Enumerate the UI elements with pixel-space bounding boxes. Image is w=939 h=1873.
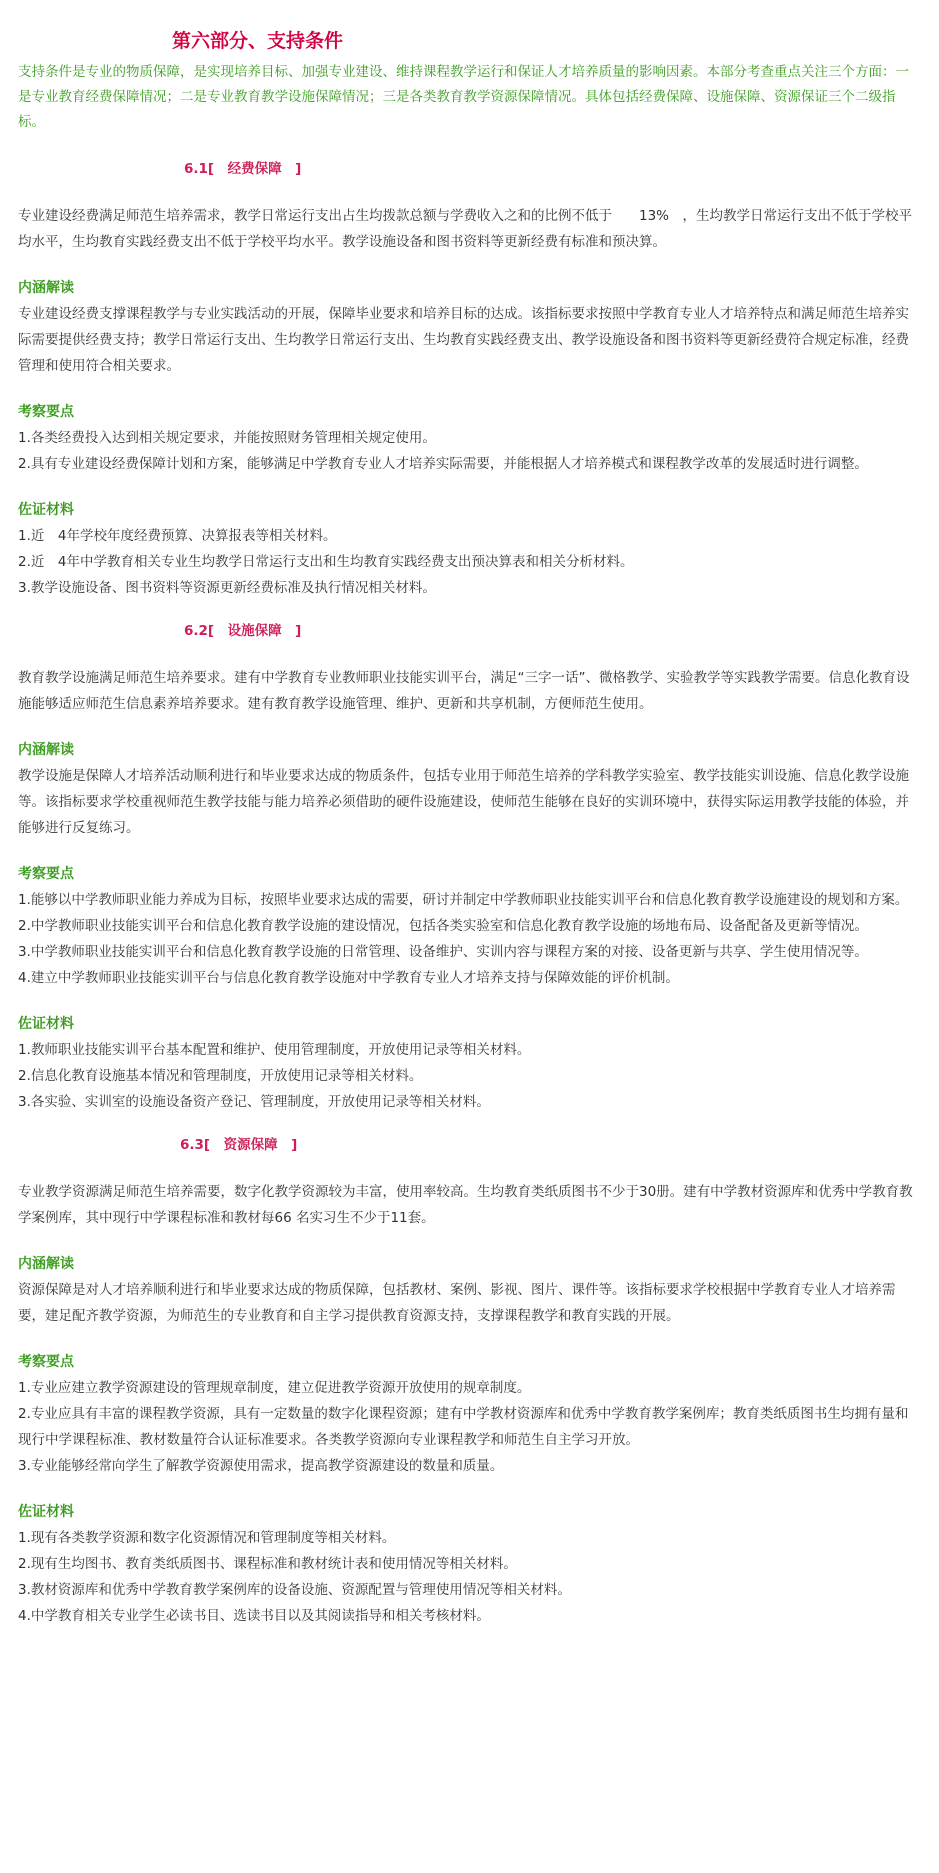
section-6-3	[18, 1133, 918, 1629]
list-item: 1.能够以中学教师职业能力养成为目标，按照毕业要求达成的需要，研讨并制定中学教师职业技能实训平台和信息化教育教学设施建设的规划和方案。	[18, 892, 909, 908]
list-item: 3.中学教师职业技能实训平台和信息化教育教学设施的日常管理、设备维护、实训内容与课程方案的对接、设备更新与共享、学生使用情况等。	[18, 944, 868, 960]
interp-text: 教学设施是保障人才培养活动顺利进行和毕业要求达成的物质条件，包括专业用于师范生培养的学科教学实验室、教学技能实训设施、信息化教学设施等。该指标要求学校重视师范生教学技能与能力培养必须借助的硬件设施建设，使师范生能够在良好的实训环境中，获得实际运用教学技能的体验，并能够进行反复练习。	[18, 768, 909, 836]
list-item: 2.近 4年中学教育相关专业生均教学日常运行支出和生均教育实践经费支出预决算表和相关分析材料。	[18, 554, 634, 570]
section-heading: 6.3[ 资源保障 ]	[180, 1137, 298, 1153]
list-item: 1.教师职业技能实训平台基本配置和维护、使用管理制度，开放使用记录等相关材料。	[18, 1042, 531, 1058]
list-item: 2.专业应具有丰富的课程教学资源，具有一定数量的数字化课程资源；建有中学教材资源库和优秀中学教育教学案例库；教育类纸质图书生均拥有量和现行中学课程标准、教材数量符合认证标准要求。各类教学资源向专业课程教学和师范生自主学习开放。	[18, 1406, 909, 1448]
list-item: 2.具有专业建设经费保障计划和方案，能够满足中学教育专业人才培养实际需要，并能根据人才培养模式和课程教学改革的发展适时进行调整。	[18, 456, 868, 472]
list-item: 4.中学教育相关专业学生必读书目、选读书目以及其阅读指导和相关考核材料。	[18, 1608, 490, 1624]
interp-text: 专业建设经费支撑课程教学与专业实践活动的开展，保障毕业要求和培养目标的达成。该指标要求按照中学教育专业人才培养特点和满足师范生培养实际需要提供经费支持；教学日常运行支出、生均教学日常运行支出、生均教育实践经费支出、教学设施设备和图书资料等更新经费符合规定标准，经费管理和使用符合相关要求。	[18, 306, 909, 374]
list-item: 3.教学设施设备、图书资料等资源更新经费标准及执行情况相关材料。	[18, 580, 436, 596]
list-item: 1.现有各类教学资源和数字化资源情况和管理制度等相关材料。	[18, 1530, 396, 1546]
evidence-heading: 佐证材料	[18, 502, 74, 518]
evidence-heading: 佐证材料	[18, 1504, 74, 1520]
section-6-2	[18, 619, 918, 1115]
page-title: 第六部分、支持条件	[172, 30, 344, 52]
list-item: 3.专业能够经常向学生了解教学资源使用需求，提高教学资源建设的数量和质量。	[18, 1458, 504, 1474]
interp-text: 资源保障是对人才培养顺利进行和毕业要求达成的物质保障，包括教材、案例、影视、图片、课件等。该指标要求学校根据中学教育专业人才培养需要，建足配齐教学资源，为师范生的专业教育和自主学习提供教育资源支持，支撑课程教学和教育实践的开展。	[18, 1282, 896, 1324]
list-item: 1.各类经费投入达到相关规定要求，并能按照财务管理相关规定使用。	[18, 430, 436, 446]
list-item: 2.中学教师职业技能实训平台和信息化教育教学设施的建设情况，包括各类实验室和信息化教育教学设施的场地布局、设备配备及更新等情况。	[18, 918, 868, 934]
section-heading: 6.2[ 设施保障 ]	[184, 623, 302, 639]
points-heading: 考察要点	[18, 1354, 74, 1370]
list-item: 1.专业应建立教学资源建设的管理规章制度，建立促进教学资源开放使用的规章制度。	[18, 1380, 531, 1396]
list-item: 2.现有生均图书、教育类纸质图书、课程标准和教材统计表和使用情况等相关材料。	[18, 1556, 517, 1572]
list-item: 4.建立中学教师职业技能实训平台与信息化教育教学设施对中学教育专业人才培养支持与保障效能的评价机制。	[18, 970, 679, 986]
points-heading: 考察要点	[18, 404, 74, 420]
evidence-heading: 佐证材料	[18, 1016, 74, 1032]
points-heading: 考察要点	[18, 866, 74, 882]
interp-heading: 内涵解读	[18, 742, 74, 758]
list-item: 3.各实验、实训室的设施设备资产登记、管理制度，开放使用记录等相关材料。	[18, 1094, 490, 1110]
section-standard: 教育教学设施满足师范生培养要求。建有中学教育专业教师职业技能实训平台，满足“三字一话”、微格教学、实验教学等实践教学需要。信息化教育设施能够适应师范生信息素养培养要求。建有教育教学设施管理、维护、更新和共享机制，方便师范生使用。	[18, 670, 910, 712]
intro-paragraph: 支持条件是专业的物质保障，是实现培养目标、加强专业建设、维持课程教学运行和保证人才培养质量的影响因素。本部分考查重点关注三个方面：一是专业教育经费保障情况；二是专业教育教学设施保障情况；三是各类教育教学资源保障情况。具体包括经费保障、设施保障、资源保证三个二级指标。	[18, 64, 909, 130]
list-item: 3.教材资源库和优秀中学教育教学案例库的设备设施、资源配置与管理使用情况等相关材料。	[18, 1582, 571, 1598]
interp-heading: 内涵解读	[18, 280, 74, 296]
list-item: 2.信息化教育设施基本情况和管理制度，开放使用记录等相关材料。	[18, 1068, 423, 1084]
interp-heading: 内涵解读	[18, 1256, 74, 1272]
document-page	[18, 28, 918, 1629]
list-item: 1.近 4年学校年度经费预算、决算报表等相关材料。	[18, 528, 337, 544]
section-heading: 6.1[ 经费保障 ]	[184, 161, 302, 177]
section-standard: 专业建设经费满足师范生培养需求，教学日常运行支出占生均拨款总额与学费收入之和的比例不低于 13% ，生均教学日常运行支出不低于学校平均水平，生均教育实践经费支出不低于学校平均水平。教学设施设备和图书资料等更新经费有标准和预决算。	[18, 208, 913, 250]
section-standard: 专业教学资源满足师范生培养需要，数字化教学资源较为丰富，使用率较高。生均教育类纸质图书不少于30册。建有中学教材资源库和优秀中学教育教学案例库，其中现行中学课程标准和教材每66 名实习生不少于11套。	[18, 1184, 913, 1226]
section-6-1	[18, 157, 918, 601]
